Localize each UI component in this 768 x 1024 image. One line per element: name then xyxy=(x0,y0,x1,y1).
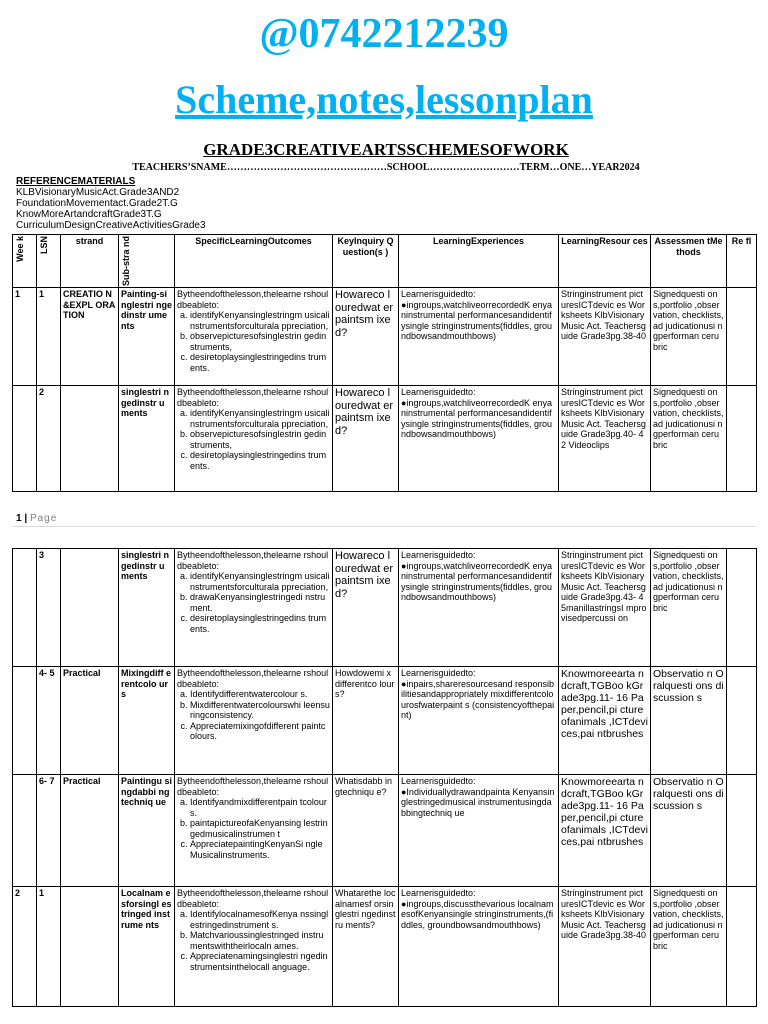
cell-assessment: Signedquesti ons,portfolio ,observation, checklists,ad judicationusi ngperforman cerubric xyxy=(651,887,727,1007)
outcome-item: a. Identifyandmixdifferentpain tcolours. xyxy=(190,797,330,818)
scheme-table-page-2 xyxy=(12,548,757,1007)
reference-title: REFERENCEMATERIALS xyxy=(16,176,136,187)
cell-assessment: Observatio n Oralquesti ons discussion s xyxy=(651,775,727,887)
cell-inquiry: Howdowemi xdifferentco lours? xyxy=(333,667,399,775)
outcomes-intro: Bytheendofthelesson,thelearne rshouldbeableto: xyxy=(177,289,329,310)
outcome-item: a. identifyKenyansinglestringm usicalinstrumentsforculturala ppreciation, xyxy=(190,310,330,331)
cell-resources: Stringinstrument picturesICTdevic es Worksheets KlbVisionaryMusic Act. Teachersguide Grade3pg.43- 45manillastringsI mprovisedpercussi on xyxy=(559,549,651,667)
cell-resources: Stringinstrument picturesICTdevic es Worksheets KlbVisionaryMusic Act. Teachersguide Grade3pg.38-40 xyxy=(559,887,651,1007)
cell-outcomes xyxy=(175,386,333,492)
experiences-intro: Learnerisguidedto: xyxy=(401,387,476,398)
outcome-item: c. desiretoplaysinglestringedins truments. xyxy=(190,352,330,373)
cell-resources: Stringinstrument picturesICTdevic es Worksheets KlbVisionaryMusic Act. Teachersguide Grade3pg.40- 42 Videoclips xyxy=(559,386,651,492)
cell-experiences xyxy=(399,887,559,1007)
table-row xyxy=(13,667,757,775)
cell-strand xyxy=(61,549,119,667)
cell-resources: Knowmoreearta ndcraft,TGBoo kGrade3pg.11- 16 Paper,pencil,pi ctureofanimals ,ICTdevices,pai ntbrushes xyxy=(559,775,651,887)
cell-experiences xyxy=(399,386,559,492)
footer-divider xyxy=(12,526,756,527)
cell-strand: Practical xyxy=(61,775,119,887)
cell-substrand: Localnam esforsingl estringed instrume nts xyxy=(119,887,175,1007)
outcome-item: c. Appreciatemixingofdifferent paintcolours. xyxy=(190,721,330,742)
cell-week xyxy=(13,667,37,775)
outcomes-intro: Bytheendofthelesson,thelearne rshouldbeableto: xyxy=(177,387,329,408)
cell-lsn: 4- 5 xyxy=(37,667,61,775)
document-title: GRADE3CREATIVEARTSSCHEMESOFWORK xyxy=(203,140,569,159)
outcome-item: c. desiretoplaysinglestringedins truments. xyxy=(190,613,330,634)
reference-materials xyxy=(16,176,206,231)
cell-lsn: 6- 7 xyxy=(37,775,61,887)
cell-strand: CREATIO N&EXPL ORATION xyxy=(61,288,119,386)
header-strand: strand xyxy=(61,235,119,288)
cell-week xyxy=(13,549,37,667)
cell-lsn: 3 xyxy=(37,549,61,667)
cell-week: 2 xyxy=(13,887,37,1007)
outcome-item: b. observepicturesofsinglestrin gedinstruments, xyxy=(190,331,330,352)
cell-inquiry: Whatisdabb ingtechniqu e? xyxy=(333,775,399,887)
outcome-item: a. Identifydifferentwatercolour s. xyxy=(190,689,330,700)
cell-substrand: singlestri ngedinstr uments xyxy=(119,386,175,492)
cell-inquiry: Howareco louredwat erpaintsm ixed? xyxy=(333,386,399,492)
header-outcomes: SpecificLearningOutcomes xyxy=(175,235,333,288)
cell-substrand: singlestri ngedinstr uments xyxy=(119,549,175,667)
outcomes-intro: Bytheendofthelesson,thelearne rshouldbeableto: xyxy=(177,776,329,797)
page-label: Page xyxy=(29,513,58,524)
header-week: Wee k xyxy=(15,236,25,262)
cell-week xyxy=(13,386,37,492)
footer-separator: | xyxy=(24,513,28,524)
cell-experiences xyxy=(399,549,559,667)
cell-substrand: Mixingdiff erentcolo urs xyxy=(119,667,175,775)
cell-assessment: Signedquesti ons,portfolio ,observation, checklists,ad judicationusi ngperforman cerubric xyxy=(651,549,727,667)
header-lsn: LSN xyxy=(39,236,49,254)
table-row xyxy=(13,288,757,386)
experiences-text: ●ingroups,watchliveorrecordedK enyaninstrumental performancesandidentifysingle stringinstruments(fiddles, groundbowsandmouthbows) xyxy=(401,299,553,342)
cell-reflection xyxy=(727,667,757,775)
cell-strand: Practical xyxy=(61,667,119,775)
cell-week: 1 xyxy=(13,288,37,386)
outcome-item: b. drawaKenyansinglestringedi nstrument. xyxy=(190,592,330,613)
reference-item: KLBVisionaryMusicAct.Grade3AND2 xyxy=(16,187,180,198)
cell-reflection xyxy=(727,288,757,386)
cell-experiences xyxy=(399,775,559,887)
experiences-text: ●Individuallydrawandpainta Kenyansinglestringedmusical instrumentusingdabbingtechniq ue xyxy=(401,786,555,818)
experiences-intro: Learnerisguidedto: xyxy=(401,776,476,786)
experiences-text: ●ingroups,watchliveorrecordedK enyaninstrumental performancesandidentifysingle stringinstruments(fiddles, groundbowsandmouthbows) xyxy=(401,397,553,440)
cell-outcomes xyxy=(175,887,333,1007)
outcomes-intro: Bytheendofthelesson,thelearne rshouldbeableto: xyxy=(177,888,329,909)
scheme-notes-link[interactable]: Scheme,notes,lessonplan xyxy=(175,77,593,122)
cell-reflection xyxy=(727,549,757,667)
experiences-intro: Learnerisguidedto: xyxy=(401,289,476,300)
table-header-row xyxy=(13,235,757,288)
cell-outcomes xyxy=(175,549,333,667)
cell-outcomes xyxy=(175,775,333,887)
header-experiences: LearningExperiences xyxy=(399,235,559,288)
cell-lsn: 2 xyxy=(37,386,61,492)
experiences-text: ●ingroups,watchliveorrecordedK enyaninstrumental performancesandidentifysingle stringinstruments(fiddles, groundbowsandmouthbows) xyxy=(401,560,553,602)
table-row xyxy=(13,887,757,1007)
scheme-table-page-1 xyxy=(12,234,757,492)
header-assessment: Assessmen tMethods xyxy=(651,235,727,288)
outcome-item: b. Mixdifferentwatercolourswhi leensuringconsistency. xyxy=(190,700,330,721)
reference-item: CurriculumDesignCreativeActivitiesGrade3 xyxy=(16,220,206,231)
cell-resources: Stringinstrument picturesICTdevic es Worksheets KlbVisionaryMusic Act. Teachersguide Grade3pg.38-40 xyxy=(559,288,651,386)
cell-experiences xyxy=(399,667,559,775)
cell-inquiry: Whatarethe localnamesf orsinglestri ngedinstru ments? xyxy=(333,887,399,1007)
experiences-intro: Learnerisguidedto: xyxy=(401,668,476,678)
table-row xyxy=(13,549,757,667)
table-row xyxy=(13,386,757,492)
cell-resources: Knowmoreearta ndcraft,TGBoo kGrade3pg.11- 16 Paper,pencil,pi ctureofanimals ,ICTdevices,pai ntbrushes xyxy=(559,667,651,775)
cell-inquiry: Howareco louredwat erpaintsm ixed? xyxy=(333,288,399,386)
table-row xyxy=(13,775,757,887)
outcome-item: a. IdentifylocalnamesofKenya nssinglestringedinstrument s. xyxy=(190,909,330,930)
teacher-info-line: TEACHERS’SNAME…………………………………………SCHOOL………………………TERM…ONE…YEAR2024 xyxy=(132,162,640,173)
outcome-item: b. observepicturesofsinglestrin gedinstruments, xyxy=(190,429,330,450)
contact-number: @0742212239 xyxy=(259,11,509,57)
header-substrand: Sub-stra nd xyxy=(121,236,131,287)
cell-week xyxy=(13,775,37,887)
page-footer xyxy=(16,513,57,524)
experiences-intro: Learnerisguidedto: xyxy=(401,888,476,898)
header-reflection: Re fl xyxy=(727,235,757,288)
experiences-intro: Learnerisguidedto: xyxy=(401,550,476,560)
cell-outcomes xyxy=(175,667,333,775)
cell-reflection xyxy=(727,386,757,492)
page-number: 1 xyxy=(16,513,22,524)
header-resources: LearningResour ces xyxy=(559,235,651,288)
cell-reflection xyxy=(727,775,757,887)
cell-outcomes xyxy=(175,288,333,386)
outcome-item: b. Matchvarioussinglestringed instrumentswiththeirlocaln ames. xyxy=(190,930,330,951)
cell-reflection xyxy=(727,887,757,1007)
outcome-item: a. identifyKenyansinglestringm usicalinstrumentsforculturala ppreciation, xyxy=(190,408,330,429)
reference-item: KnowMoreArtandcraftGrade3T.G xyxy=(16,209,162,220)
cell-assessment: Observatio n Oralquesti ons discussion s xyxy=(651,667,727,775)
cell-assessment: Signedquesti ons,portfolio ,observation, checklists,ad judicationusi ngperforman cerubric xyxy=(651,386,727,492)
cell-lsn: 1 xyxy=(37,887,61,1007)
reference-item: FoundationMovementact.Grade2T.G xyxy=(16,198,178,209)
cell-experiences xyxy=(399,288,559,386)
cell-substrand: Paintingu singdabbi ngtechniq ue xyxy=(119,775,175,887)
outcome-item: c. desiretoplaysinglestringedins truments. xyxy=(190,450,330,471)
cell-lsn: 1 xyxy=(37,288,61,386)
cell-strand xyxy=(61,887,119,1007)
header-inquiry: KeyInquiry Question(s ) xyxy=(333,235,399,288)
outcome-item: c. Appreciatenamingsinglestri ngedinstrumentsinthelocall anguage. xyxy=(190,951,330,972)
cell-strand xyxy=(61,386,119,492)
experiences-text: ●inpairs,shareresourcesand responsibilitiesandappropriately mixdifferentcolourosfwaterpaint s (consistencyofthepaint) xyxy=(401,678,555,720)
outcome-item: c. AppreciatepaintingKenyanSi ngleMusicalinstruments. xyxy=(190,839,330,860)
outcome-item: a. identifyKenyansinglestringm usicalinstrumentsforculturala ppreciation, xyxy=(190,571,330,592)
experiences-text: ●ingroups,discussthevarious localnamesofKenyansingle stringinstruments,(fiddles, groundbowsandmouthbows) xyxy=(401,898,554,930)
outcome-item: b. paintapictureofaKenyansing lestringedmusicalinstrumen t xyxy=(190,818,330,839)
outcomes-intro: Bytheendofthelesson,thelearne rshouldbeableto: xyxy=(177,668,329,689)
cell-substrand: Painting-singlestri ngedinstr uments xyxy=(119,288,175,386)
cell-assessment: Signedquesti ons,portfolio ,observation, checklists,ad judicationusi ngperforman cerubric xyxy=(651,288,727,386)
outcomes-intro: Bytheendofthelesson,thelearne rshouldbeableto: xyxy=(177,550,329,571)
cell-inquiry: Howareco louredwat erpaintsm ixed? xyxy=(333,549,399,667)
